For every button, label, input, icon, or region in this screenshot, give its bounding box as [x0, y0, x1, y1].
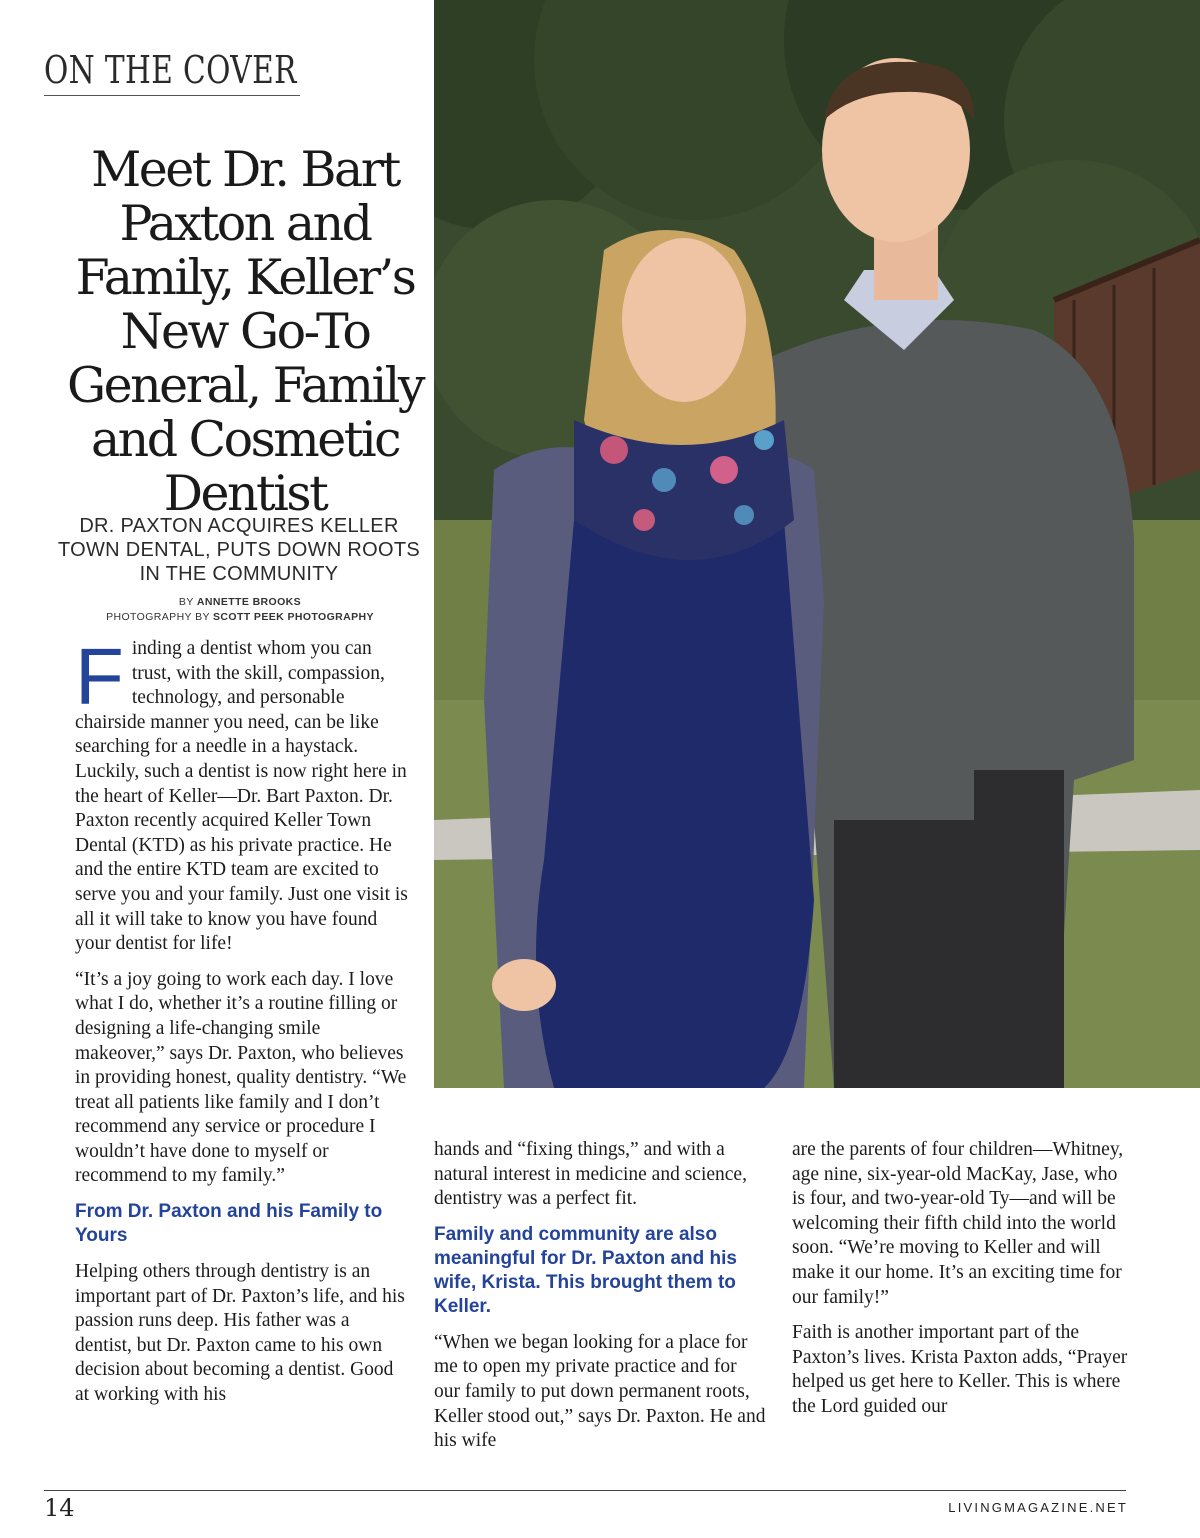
byline-prefix: BY: [178, 596, 194, 608]
article-paragraph: are the parents of four children—Whitney, age nine, six-year-old MacKay, Jase, who is four, and two-year-old Ty—and will be welcoming their fifth child into the world soon. “We’re moving to Keller and will make it our home. It’s an exciting time for our family!”: [792, 1139, 1124, 1308]
article-paragraph: hands and “fixing things,” and with a natural interest in medicine and science, dentistry was a perfect fit.: [434, 1139, 747, 1210]
page-number: 14: [44, 1494, 75, 1522]
site-url: LIVINGMAGAZINE.NET: [948, 1500, 1128, 1515]
subhead: From Dr. Paxton and his Family to Yours: [75, 1201, 383, 1247]
article-paragraph: “When we began looking for a place for me to open my private practice and for our family to put down permanent roots, Keller stood out,” says Dr. Paxton. He and his wife: [434, 1331, 766, 1452]
cover-photo: [434, 0, 1200, 1088]
section-rule: [44, 95, 300, 96]
article-column-1: [75, 632, 411, 1419]
paragraph-text: inding a dentist whom you can trust, with the skill, compassion, technology, and personable chairside manner you need, can be like searching for a needle in a haystack. Luckily, such a dentist is now right here in the heart of Keller—Dr. Bart Paxton. Dr. Paxton recently acquired Keller Town Dental (KTD) as his private practice. He and the entire KTD team are excited to serve you and your family. Just one visit is all it will take to know you have found your dentist for life!: [75, 638, 408, 955]
article-column-2: [434, 1138, 766, 1465]
drop-cap: F: [75, 632, 124, 721]
footer-rule: [44, 1490, 1126, 1491]
headline: Meet Dr. Bart Paxton and Family, Keller’s New Go-To General, Family and Cosmetic Dentist: [66, 141, 424, 522]
article-paragraph: Faith is another important part of the Paxton’s lives. Krista Paxton adds, “Prayer helped us get here to Keller. This is where the Lord guided our: [792, 1322, 1128, 1417]
article-paragraph: [75, 632, 411, 957]
section-label: ON THE COVER: [44, 48, 297, 92]
article-column-3: [792, 1138, 1128, 1431]
photo-credit-prefix: PHOTOGRAPHY BY: [106, 611, 210, 623]
article-paragraph: Helping others through dentistry is an important part of Dr. Paxton’s life, and his passion runs deep. His father was a dentist, but Dr. Paxton came to his own decision about becoming a dentist. Good at working with his: [75, 1261, 405, 1406]
photo-credit: [60, 611, 420, 623]
article-paragraph: “It’s a joy going to work each day. I love what I do, whether it’s a routine filling or designing a life-changing smile makeover,” says Dr. Paxton, who believes in providing honest, quality dentistry. “We treat all patients like family and I don’t recommend any service or procedure I wouldn’t have done to myself or recommend to my family.”: [75, 968, 407, 1187]
author-name: ANNETTE BROOKS: [196, 596, 302, 608]
byline: [60, 596, 420, 608]
photographer-name: SCOTT PEEK PHOTOGRAPHY: [213, 611, 374, 623]
subhead: Family and community are also meaningful for Dr. Paxton and his wife, Krista. This brought them to Keller.: [434, 1223, 737, 1317]
deck: DR. PAXTON ACQUIRES KELLER TOWN DENTAL, PUTS DOWN ROOTS IN THE COMMUNITY: [57, 515, 421, 585]
